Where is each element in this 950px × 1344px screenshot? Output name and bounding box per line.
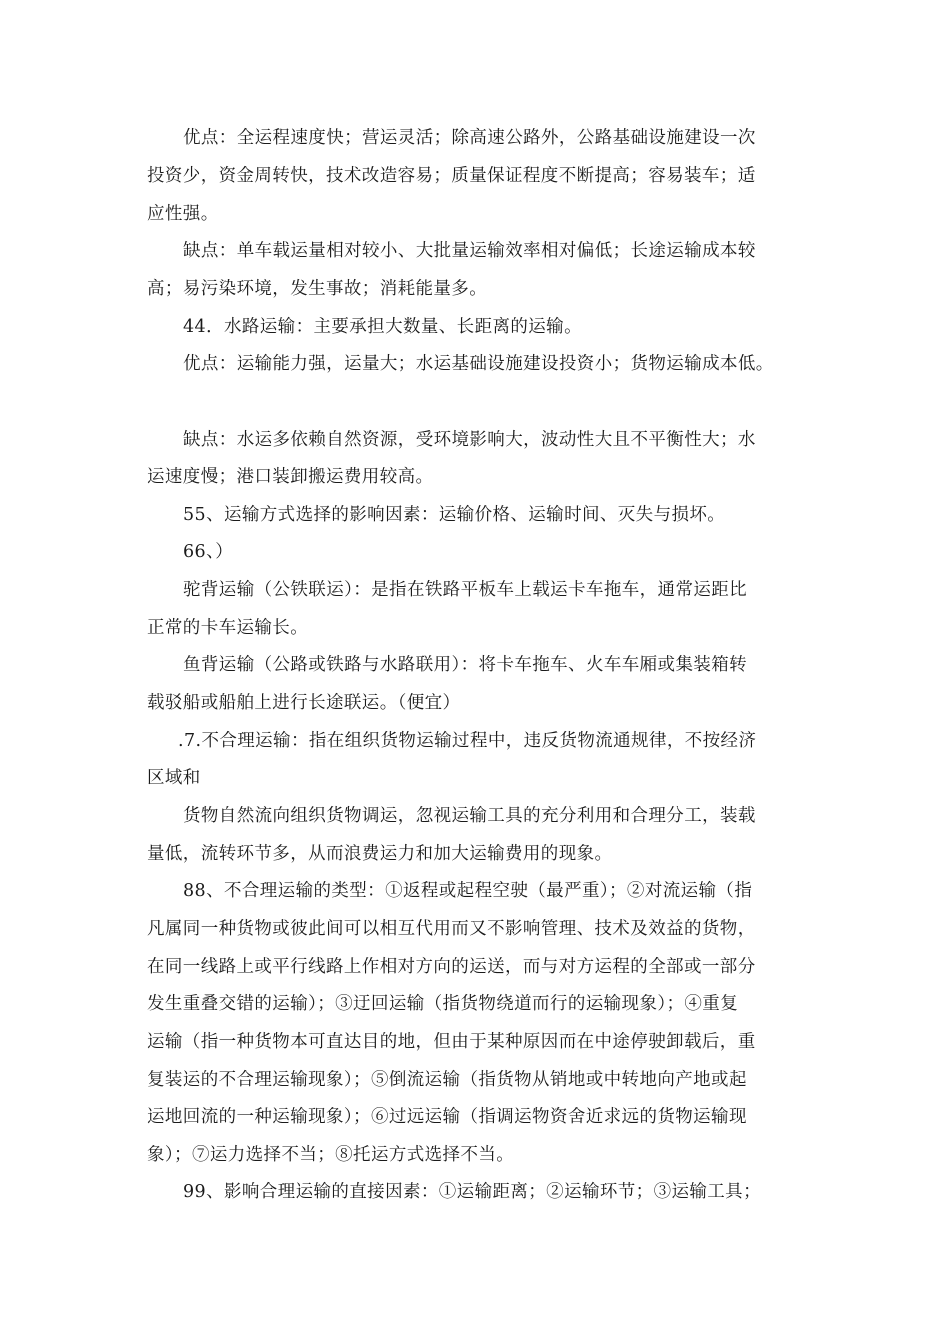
text-line: 99、影响合理运输的直接因素：①运输距离；②运输环节；③运输工具； bbox=[183, 1182, 761, 1202]
text-line: 运地回流的一种运输现象）；⑥过远运输（指调运物资舍近求远的货物运输现 bbox=[147, 1107, 747, 1127]
text-line: 运速度慢；港口装卸搬运费用较高。 bbox=[147, 467, 434, 487]
text-line: 鱼背运输（公路或铁路与水路联用）：将卡车拖车、火车车厢或集装箱转 bbox=[183, 655, 748, 675]
text-line: .7.不合理运输：指在组织货物运输过程中，违反货物流通规律，不按经济 bbox=[178, 731, 757, 751]
text-line: 驼背运输（公铁联运）：是指在铁路平板车上载运卡车拖车，通常运距比 bbox=[183, 580, 748, 600]
text-line: 55、运输方式选择的影响因素：运输价格、运输时间、灭失与损坏。 bbox=[183, 505, 726, 525]
text-line: 应性强。 bbox=[147, 204, 219, 224]
text-line: 发生重叠交错的运输）；③迂回运输（指货物绕道而行的运输现象）；④重复 bbox=[147, 994, 739, 1014]
text-line: 凡属同一种货物或彼此间可以相互代用而又不影响管理、技术及效益的货物， bbox=[147, 919, 756, 939]
text-line: 缺点：单车载运量相对较小、大批量运输效率相对偏低；长途运输成本较 bbox=[183, 241, 756, 261]
text-line: 投资少，资金周转快，技术改造容易；质量保证程度不断提高；容易装车；适 bbox=[147, 166, 756, 186]
text-line: 88、不合理运输的类型：①返程或起程空驶（最严重）；②对流运输（指 bbox=[183, 881, 753, 901]
text-line: 优点：运输能力强，运量大；水运基础设施建设投资小；货物运输成本低。 bbox=[183, 354, 774, 374]
text-line: 复装运的不合理运输现象）；⑤倒流运输（指货物从销地或中转地向产地或起 bbox=[147, 1070, 747, 1090]
text-line: 在同一线路上或平行线路上作相对方向的运送，而与对方运程的全部或一部分 bbox=[147, 957, 756, 977]
text-line: 载驳船或船舶上进行长途联运。（便宜） bbox=[147, 693, 461, 713]
text-line: 66、） bbox=[183, 542, 234, 562]
text-line: 象）；⑦运力选择不当；⑧托运方式选择不当。 bbox=[147, 1145, 515, 1165]
text-line: 正常的卡车运输长。 bbox=[147, 618, 309, 638]
text-line: 区域和 bbox=[147, 768, 201, 788]
text-line: 运输（指一种货物本可直达目的地，但由于某种原因而在中途停驶卸载后，重 bbox=[147, 1032, 756, 1052]
text-line: 量低，流转环节多，从而浪费运力和加大运输费用的现象。 bbox=[147, 844, 613, 864]
text-line: 缺点：水运多依赖自然资源，受环境影响大，波动性大且不平衡性大；水 bbox=[183, 430, 756, 450]
text-line: 44．水路运输：主要承担大数量、长距离的运输。 bbox=[183, 317, 582, 337]
text-line: 货物自然流向组织货物调运，忽视运输工具的充分利用和合理分工，装载 bbox=[183, 806, 756, 826]
text-line: 优点：全运程速度快；营运灵活；除高速公路外，公路基础设施建设一次 bbox=[183, 128, 756, 148]
text-line: 高；易污染环境，发生事故；消耗能量多。 bbox=[147, 279, 488, 299]
